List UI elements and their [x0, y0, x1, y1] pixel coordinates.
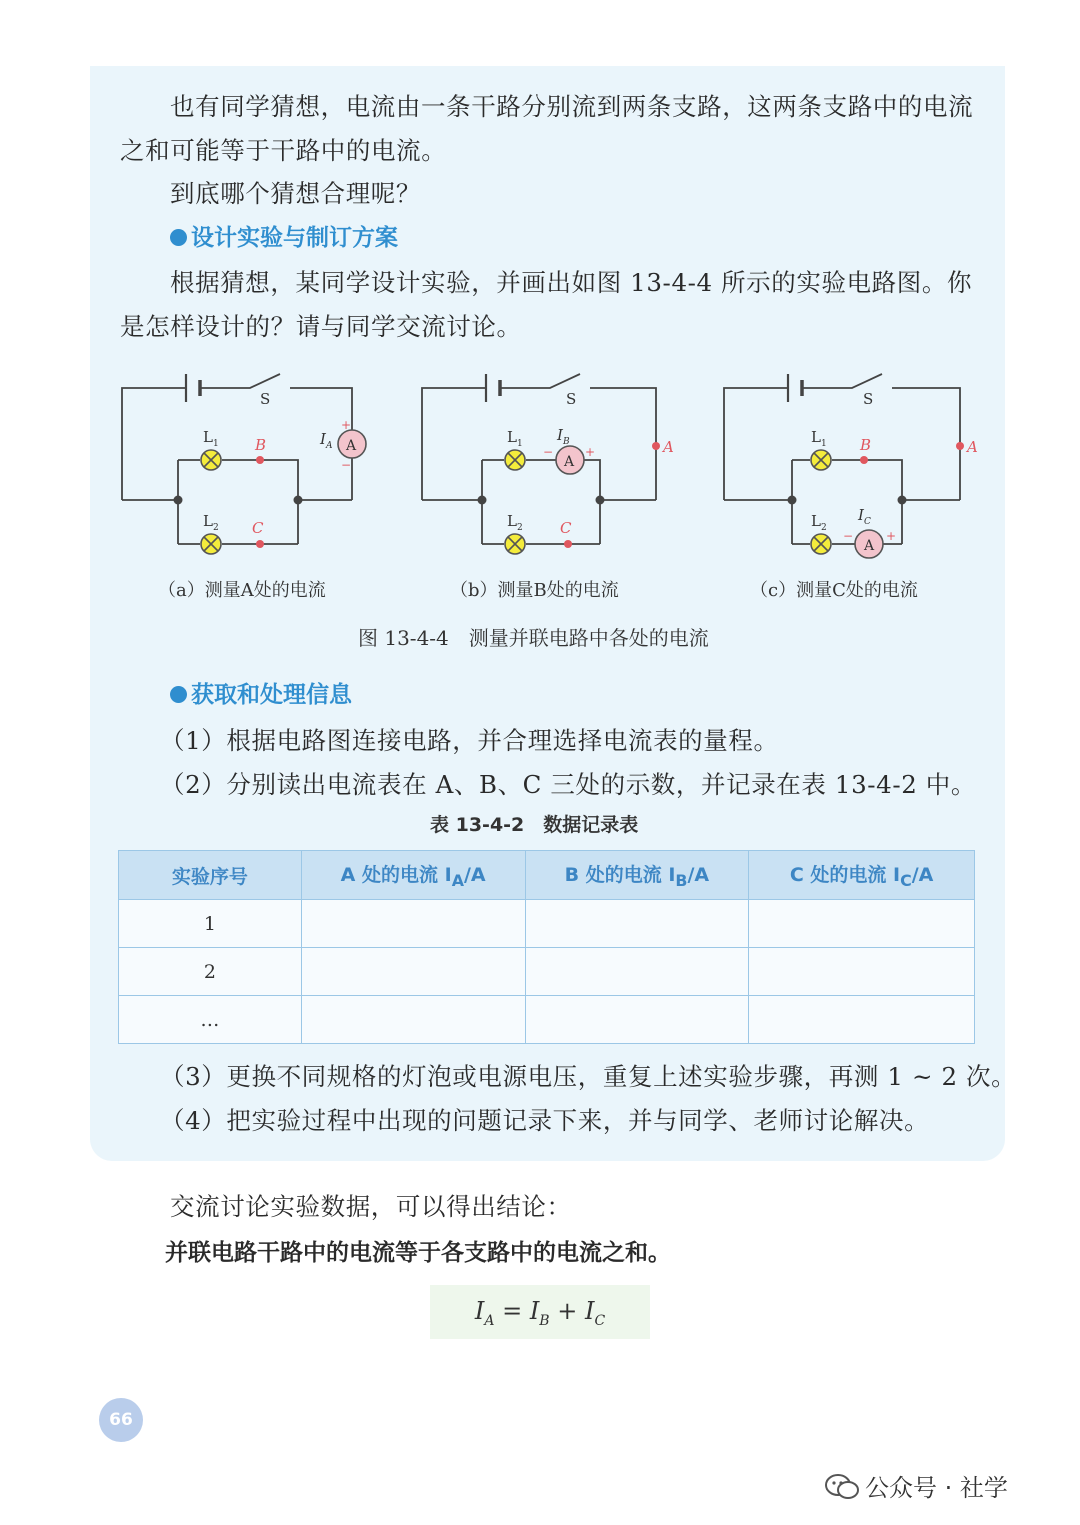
point-b-dot	[256, 456, 264, 464]
conclusion-intro: 交流讨论实验数据，可以得出结论：	[170, 1192, 572, 1221]
column-header: A 处的电流 $I_A/A$	[301, 851, 525, 900]
table-header-row	[119, 851, 975, 900]
lamp-l1-label: L	[203, 428, 213, 446]
point-a-dot	[956, 442, 964, 450]
plus-sign: +	[341, 418, 352, 432]
minus-sign: −	[341, 458, 352, 472]
heading-design: 设计实验与制订方案	[170, 219, 398, 252]
paragraph-line: 之和可能等于干路中的电流。	[120, 136, 447, 165]
paragraph-line: 也有同学猜想，电流由一条干路分别流到两条支路，这两条支路中的电流	[170, 92, 974, 121]
bullet-dot	[170, 229, 187, 246]
switch-label: S	[566, 390, 577, 408]
point-c-dot	[564, 540, 572, 548]
lamp-l2-icon	[811, 534, 831, 554]
svg-text:2: 2	[213, 523, 219, 533]
figure-caption: 图 13-4-4 测量并联电路中各处的电流	[358, 626, 709, 650]
data-record-table	[118, 850, 975, 1044]
point-c-label: C	[560, 519, 572, 537]
step-4: （4）把实验过程中出现的问题记录下来，并与同学、老师讨论解决。	[160, 1106, 930, 1135]
point-b-label: B	[255, 436, 267, 454]
junction-dot	[174, 496, 183, 505]
circuit-b	[422, 374, 660, 554]
current-label: I	[858, 506, 864, 524]
watermark: 公众号 · 社学	[825, 1468, 1008, 1503]
table-cell	[301, 996, 525, 1044]
table-cell	[301, 948, 525, 996]
ammeter-symbol: A	[864, 538, 875, 554]
svg-text:C: C	[864, 517, 871, 527]
lamp-l2-icon	[201, 534, 221, 554]
point-b-label: B	[860, 436, 872, 454]
lamp-l1-icon	[201, 450, 221, 470]
paragraph-line: 根据猜想，某同学设计实验，并画出如图 13-4-4 所示的实验电路图。你	[170, 268, 973, 297]
column-header: 实验序号	[119, 851, 302, 900]
subcaption-c: （c）测量C处的电流	[750, 580, 918, 601]
current-label: I	[557, 426, 563, 444]
switch-label: S	[863, 390, 874, 408]
step-2: （2）分别读出电流表在 A、B、C 三处的示数，并记录在表 13-4-2 中。	[160, 770, 976, 799]
table-cell	[525, 948, 749, 996]
circuit-a	[122, 374, 366, 554]
circuit-figure	[110, 360, 980, 565]
paragraph-question: 到底哪个猜想合理呢？	[170, 179, 421, 208]
point-a-dot	[652, 442, 660, 450]
svg-text:A: A	[326, 441, 333, 451]
lamp-l2-icon	[505, 534, 525, 554]
lamp-l1-icon	[505, 450, 525, 470]
plus-sign: +	[886, 529, 897, 543]
bullet-dot	[170, 686, 187, 703]
lamp-l2-label: L	[811, 512, 821, 530]
conclusion-statement: 并联电路干路中的电流等于各支路中的电流之和。	[165, 1240, 671, 1266]
heading-process: 获取和处理信息	[170, 676, 352, 709]
subcaption-a: （a）测量A处的电流	[158, 580, 326, 601]
wechat-icon	[825, 1474, 859, 1500]
svg-text:1: 1	[821, 439, 827, 449]
table-row	[119, 948, 975, 996]
svg-text:1: 1	[517, 439, 523, 449]
point-c-label: C	[252, 519, 264, 537]
svg-text:2: 2	[517, 523, 523, 533]
ammeter-symbol: A	[346, 438, 357, 454]
step-3: （3）更换不同规格的灯泡或电源电压，重复上述实验步骤，再测 1 ~ 2 次。	[160, 1062, 1017, 1091]
table-row	[119, 996, 975, 1044]
svg-text:2: 2	[821, 523, 827, 533]
column-header: C 处的电流 $I_C/A$	[749, 851, 975, 900]
table-row	[119, 900, 975, 948]
table-caption: 表 13-4-2 数据记录表	[430, 814, 639, 836]
formula: $I_A = I_B + I_C$	[430, 1285, 650, 1339]
plus-sign: +	[585, 445, 596, 459]
switch-label: S	[260, 390, 271, 408]
lamp-l2-label: L	[507, 512, 517, 530]
point-b-dot	[860, 456, 868, 464]
subcaption-b: （b）测量B处的电流	[450, 580, 619, 601]
svg-text:1: 1	[213, 439, 219, 449]
table-cell	[525, 996, 749, 1044]
step-1: （1）根据电路图连接电路，并合理选择电流表的量程。	[160, 726, 779, 755]
point-c-dot	[256, 540, 264, 548]
ammeter-symbol: A	[564, 454, 575, 470]
lamp-l1-label: L	[507, 428, 517, 446]
table-cell	[525, 900, 749, 948]
lamp-l1-label: L	[811, 428, 821, 446]
lamp-l1-icon	[811, 450, 831, 470]
row-index: 2	[119, 948, 302, 996]
row-index: 1	[119, 900, 302, 948]
table-cell	[749, 996, 975, 1044]
minus-sign: −	[843, 529, 854, 543]
junction-dot	[294, 496, 303, 505]
table-cell	[749, 948, 975, 996]
lamp-l2-label: L	[203, 512, 213, 530]
page-number: 66	[99, 1398, 143, 1442]
table-cell	[301, 900, 525, 948]
table-cell	[749, 900, 975, 948]
current-label: I	[320, 430, 326, 448]
point-a-label: A	[663, 438, 674, 456]
point-a-label: A	[967, 438, 978, 456]
paragraph-line: 是怎样设计的？请与同学交流讨论。	[120, 312, 522, 341]
row-index: …	[119, 996, 302, 1044]
column-header: B 处的电流 $I_B/A$	[525, 851, 749, 900]
svg-text:B: B	[563, 437, 570, 447]
minus-sign: −	[543, 445, 554, 459]
